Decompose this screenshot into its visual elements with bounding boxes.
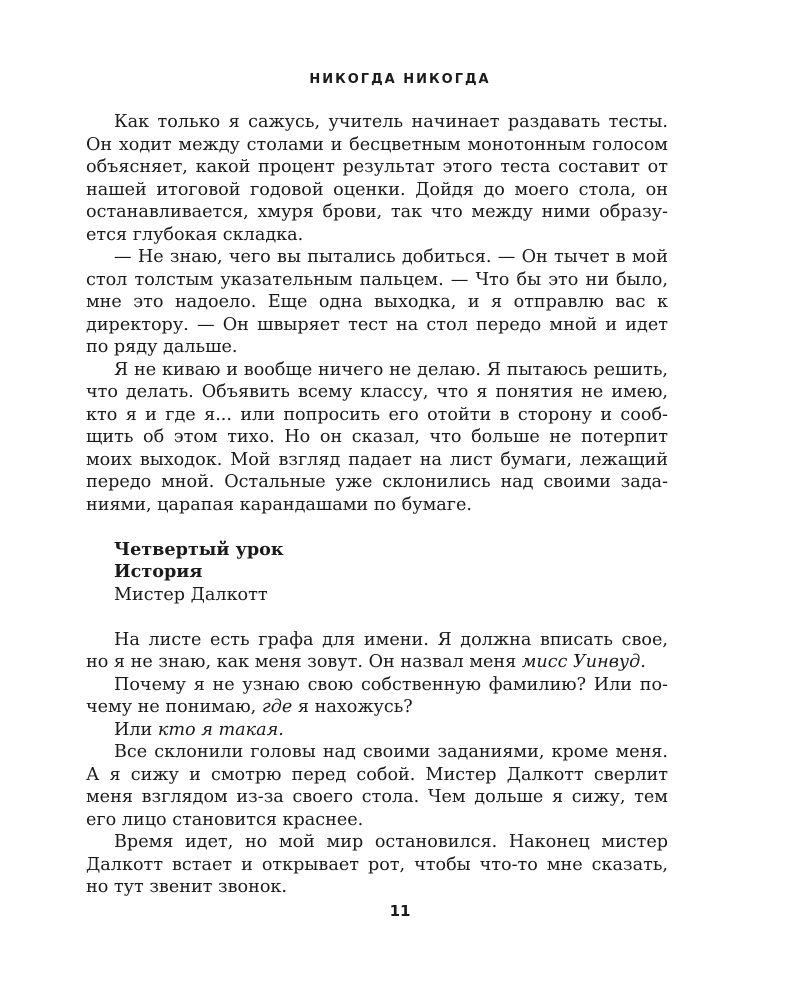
paragraph [86, 719, 668, 742]
paragraph-text: Или [114, 719, 158, 740]
lesson-heading: Четвертый урок [114, 538, 284, 560]
paragraph [86, 629, 668, 674]
subject-heading: История [114, 561, 203, 582]
italic-text: мисс Уинвуд. [521, 652, 646, 672]
paragraph-text: На листе есть графа для имени. Я должна вписать свое, но я не знаю, как меня зовут. Он назвал меня [86, 629, 668, 672]
body-text [86, 111, 668, 899]
running-head: НИКОГДА НИКОГДА [309, 72, 491, 87]
paragraph: — Не знаю, чего вы пытались добиться. — Он тычет в мой стол толстым указательным пальцем. — Что бы это ни было, мне это надоело. Еще одна выходка, и я отправлю вас к директору. — Он швыряет тест на стол передо мной и идет по ряду дальше. [86, 247, 668, 357]
page-number: 11 [389, 902, 411, 920]
italic-text: где [261, 697, 293, 717]
paragraph: Все склонили головы над своими заданиями, кроме меня. А я сижу и смотрю перед собой. Мистер Далкотт сверлит меня взглядом из-за своего стола. Чем дольше я сижу, тем его лицо становится краснее. [86, 742, 668, 830]
section-gap [86, 606, 668, 629]
section-heading [86, 539, 668, 607]
paragraph [86, 674, 668, 719]
teacher-heading: Мистер Далкотт [114, 584, 268, 605]
italic-text: кто я такая. [157, 719, 284, 740]
paragraph: Как только я сажусь, учитель начинает раздавать тесты. Он ходит между столами и бесцветным монотонным голосом объясняет, какой процент результат этого теста составит от нашей итоговой годовой оценки. Дойдя до моего стола, он останавливается, хмуря брови, так что между ними образуется глубокая складка. [86, 112, 668, 245]
paragraph-text: Почему я не узнаю свою собственную фамилию? Или почему не понимаю, [86, 674, 668, 717]
paragraph: Время идет, но мой мир остановился. Наконец мистер Далкотт встает и открывает рот, чтобы что-то мне сказать, но тут звенит звонок. [86, 832, 668, 897]
paragraph-text: я нахожусь? [292, 697, 413, 717]
paragraph: Я не киваю и вообще ничего не делаю. Я пытаюсь решить, что делать. Объявить всему классу, что я понятия не имею, кто я и где я... или попросить его отойти в сторону и сообщить об этом тихо. Но он сказал, что больше не потерпит моих выходок. Мой взгляд падает на лист бумаги, лежащий передо мной. Остальные уже склонились над своими заданиями, царапая карандашами по бумаге. [86, 359, 668, 515]
